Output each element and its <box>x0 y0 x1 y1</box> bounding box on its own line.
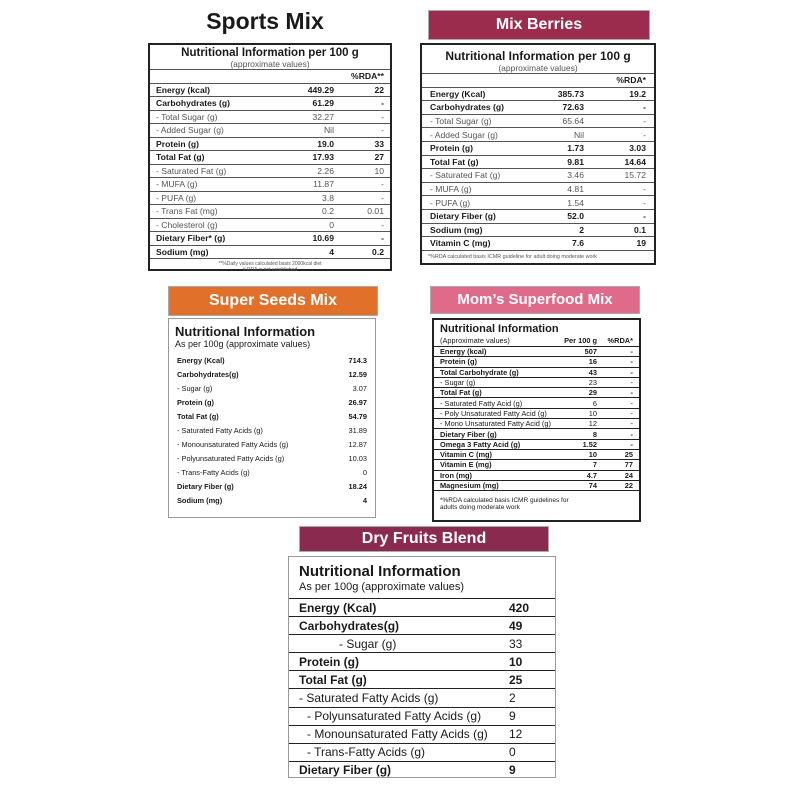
row-label: - MUFA (g) <box>156 179 198 190</box>
mix-berries-col-header-row <box>422 73 654 87</box>
row-label: - Saturated Fatty Acids (g) <box>299 691 439 706</box>
row-value: 12 <box>588 419 597 429</box>
dry-fruits-blend-nutrition-table <box>288 556 556 778</box>
table-row <box>289 598 555 616</box>
row-label: Carbohydrates (g) <box>156 98 231 109</box>
row-value: 4 <box>329 246 334 257</box>
table-row <box>289 670 555 688</box>
table-row <box>150 137 390 151</box>
sports-mix-table-subheader: (approximate values) <box>230 59 310 69</box>
row-rda: 10 <box>374 165 384 176</box>
row-value: 12 <box>509 727 523 742</box>
row-label: Sodium (mg) <box>156 246 209 257</box>
table-row <box>434 459 639 469</box>
table-row <box>150 245 390 259</box>
row-label: - Saturated Fat (g) <box>430 170 501 181</box>
row-label: Protein (g) <box>440 357 477 367</box>
table-row <box>169 465 375 479</box>
moms-superfood-mix-per100-header: Per 100 g <box>564 336 597 345</box>
moms-superfood-mix-rows <box>434 346 639 491</box>
row-value: 10.03 <box>348 453 367 463</box>
table-row <box>422 209 654 223</box>
table-row <box>150 164 390 178</box>
row-label: Dietary Fiber (g) <box>430 211 496 222</box>
moms-superfood-mix-nutrition-table <box>432 318 641 522</box>
dry-fruits-blend-rows <box>289 598 555 779</box>
row-label: Vitamin C (mg) <box>430 238 491 249</box>
table-row <box>150 191 390 205</box>
row-rda: - <box>630 419 633 429</box>
moms-superfood-mix-footnote-1: *%RDA calculated basis ICMR guidelines for <box>440 497 569 505</box>
moms-superfood-mix-table-subheader: (Approximate values) <box>440 336 510 345</box>
row-rda: - <box>381 98 384 109</box>
table-row <box>434 428 639 438</box>
row-label: Iron (mg) <box>440 470 473 480</box>
table-row <box>422 195 654 209</box>
table-row <box>150 218 390 232</box>
row-rda: 0.01 <box>367 206 384 217</box>
table-row <box>422 236 654 250</box>
row-rda: 25 <box>624 450 633 460</box>
row-label: Energy (Kcal) <box>299 600 377 615</box>
row-label: Total Carbohydrate (g) <box>440 367 519 377</box>
row-rda: 0.2 <box>372 246 384 257</box>
row-value: 6 <box>592 398 597 408</box>
super-seeds-mix-rows <box>169 353 375 507</box>
mix-berries-footnote: *%RDA calculated basis ICMR guideline for adult doing moderate work <box>422 250 654 260</box>
row-label: - Polyunsaturated Fatty Acids (g) <box>177 453 285 463</box>
row-label: Carbohydrates(g) <box>177 369 239 379</box>
row-label: - Sugar (g) <box>177 383 213 393</box>
moms-superfood-mix-footnote-2: adults doing moderate work <box>440 504 520 512</box>
row-value: 29 <box>588 388 597 398</box>
row-value: 65.64 <box>562 116 584 127</box>
table-row <box>289 725 555 743</box>
moms-superfood-mix-rda-header: %RDA* <box>607 336 633 345</box>
sports-mix-col-header-row <box>150 69 390 83</box>
sports-mix-rows <box>150 83 390 259</box>
table-row <box>422 100 654 114</box>
row-label: Energy (kcal) <box>440 347 487 357</box>
row-label: - Sugar (g) <box>440 378 476 388</box>
row-label: - Saturated Fatty Acids (g) <box>177 425 263 435</box>
super-seeds-mix-table-subheader: As per 100g (approximate values) <box>175 339 311 349</box>
table-row <box>422 223 654 237</box>
row-value: 61.29 <box>312 98 334 109</box>
row-value: 3.8 <box>322 192 334 203</box>
row-label: Protein (g) <box>430 143 473 154</box>
row-label: - Total Sugar (g) <box>156 111 218 122</box>
row-value: 23 <box>588 378 597 388</box>
mix-berries-rda-header: %RDA* <box>616 75 646 86</box>
row-value: 4 <box>362 495 367 505</box>
table-row <box>422 114 654 128</box>
row-label: Protein (g) <box>156 138 199 149</box>
row-value: 18.24 <box>348 481 367 491</box>
table-row <box>150 123 390 137</box>
table-row <box>289 652 555 670</box>
row-rda: - <box>381 219 384 230</box>
row-value: 1.52 <box>582 439 597 449</box>
row-value: 3.07 <box>352 383 367 393</box>
row-value: 49 <box>509 618 523 633</box>
row-label: - Sugar (g) <box>339 636 397 651</box>
table-row <box>289 688 555 706</box>
row-label: - Mono Unsaturated Fatty Acid (g) <box>440 419 551 429</box>
row-label: - Trans Fat (mg) <box>156 206 218 217</box>
row-value: 9 <box>509 709 516 724</box>
table-row <box>169 367 375 381</box>
row-value: 385.73 <box>557 88 584 99</box>
row-value: 420 <box>509 600 530 615</box>
row-value: 3.46 <box>567 170 584 181</box>
table-row <box>169 381 375 395</box>
row-label: Protein (g) <box>299 654 359 669</box>
row-rda: 22 <box>624 481 633 490</box>
row-value: 43 <box>588 367 597 377</box>
row-rda: 0.1 <box>634 224 646 235</box>
dry-fruits-blend-table-header: Nutritional Information <box>299 563 461 580</box>
table-row <box>422 87 654 101</box>
row-label: - Trans-Fatty Acids (g) <box>177 467 250 477</box>
row-label: Dietary Fiber (g) <box>299 763 392 778</box>
table-row <box>422 155 654 169</box>
row-rda: - <box>630 439 633 449</box>
row-value: 449.29 <box>307 84 334 95</box>
row-rda: - <box>643 129 646 140</box>
table-row <box>422 141 654 155</box>
row-label: - Polyunsaturated Fatty Acids (g) <box>307 709 482 724</box>
row-rda: - <box>630 347 633 357</box>
table-row <box>434 356 639 366</box>
moms-superfood-mix-table-header: Nutritional Information <box>440 323 559 335</box>
row-value: 2 <box>579 224 584 235</box>
mix-berries-rows <box>422 87 654 250</box>
row-value: 12.87 <box>348 439 367 449</box>
row-rda: 24 <box>624 470 633 480</box>
table-row <box>150 110 390 124</box>
table-row <box>422 127 654 141</box>
row-rda: - <box>630 357 633 367</box>
row-label: Total Fat (g) <box>430 156 479 167</box>
table-row <box>169 437 375 451</box>
row-value: Nil <box>573 129 584 140</box>
row-value: 0 <box>362 467 367 477</box>
row-rda: - <box>630 408 633 418</box>
table-row <box>434 480 639 490</box>
table-row <box>169 353 375 367</box>
table-row <box>434 397 639 407</box>
table-row <box>434 387 639 397</box>
row-label: Dietary Fiber (g) <box>177 481 234 491</box>
row-value: 0 <box>329 219 334 230</box>
row-value: 10 <box>588 450 597 460</box>
row-value: 9 <box>509 763 516 778</box>
sports-mix-nutrition-table <box>148 43 392 271</box>
row-value: 4.7 <box>586 470 597 480</box>
row-label: - Total Sugar (g) <box>430 116 492 127</box>
row-rda: 33 <box>374 138 384 149</box>
row-label: Energy (Kcal) <box>430 88 486 99</box>
table-row <box>434 449 639 459</box>
row-label: - Cholesterol (g) <box>156 219 218 230</box>
row-label: Omega 3 Fatty Acid (g) <box>440 439 521 449</box>
row-label: Sodium (mg) <box>430 224 483 235</box>
row-value: 0 <box>509 745 516 760</box>
table-row <box>289 761 555 779</box>
mix-berries-table-subheader: (approximate values) <box>498 63 578 73</box>
row-label: Carbohydrates(g) <box>299 618 400 633</box>
row-value: 4.81 <box>567 184 584 195</box>
table-row <box>150 204 390 218</box>
row-label: - PUFA (g) <box>430 197 471 208</box>
super-seeds-mix-nutrition-table <box>168 318 376 518</box>
row-value: 10.69 <box>312 233 334 244</box>
row-label: Dietary Fiber* (g) <box>156 233 226 244</box>
table-row <box>169 423 375 437</box>
row-rda: - <box>643 116 646 127</box>
table-row <box>434 418 639 428</box>
table-row <box>289 634 555 652</box>
row-label: - Poly Unsaturated Fatty Acid (g) <box>440 408 547 418</box>
row-label: - Saturated Fat (g) <box>156 165 227 176</box>
dry-fruits-blend-table-subheader: As per 100g (approximate values) <box>299 581 465 593</box>
table-row <box>434 470 639 480</box>
row-value: 16 <box>588 357 597 367</box>
row-value: 7 <box>592 460 597 470</box>
super-seeds-mix-banner: Super Seeds Mix <box>168 286 378 316</box>
row-rda: 27 <box>374 152 384 163</box>
row-rda: - <box>643 197 646 208</box>
row-value: 72.63 <box>562 102 584 113</box>
row-rda: - <box>381 111 384 122</box>
table-row <box>422 182 654 196</box>
row-label: Vitamin E (mg) <box>440 460 492 470</box>
row-value: 2.26 <box>317 165 334 176</box>
row-label: Sodium (mg) <box>177 495 223 505</box>
row-rda: - <box>630 388 633 398</box>
row-label: - Added Sugar (g) <box>430 129 498 140</box>
row-value: 33 <box>509 636 523 651</box>
row-value: 74 <box>588 481 597 490</box>
row-label: - PUFA (g) <box>156 192 197 203</box>
row-value: 54.79 <box>348 411 367 421</box>
row-value: 1.73 <box>567 143 584 154</box>
row-value: 1.54 <box>567 197 584 208</box>
row-value: 32.27 <box>312 111 334 122</box>
table-row <box>169 451 375 465</box>
row-rda: - <box>381 179 384 190</box>
table-row <box>150 231 390 245</box>
row-label: Total Fat (g) <box>177 411 219 421</box>
table-row <box>169 493 375 507</box>
row-value: 11.87 <box>313 179 334 190</box>
row-rda: - <box>643 184 646 195</box>
row-value: 8 <box>592 429 597 439</box>
sports-mix-title: Sports Mix <box>206 8 324 34</box>
table-row <box>169 479 375 493</box>
mix-berries-nutrition-table <box>420 43 656 265</box>
row-rda: - <box>630 398 633 408</box>
super-seeds-mix-table-header: Nutritional Information <box>175 324 316 339</box>
row-value: 714.3 <box>348 355 367 365</box>
row-rda: - <box>643 211 646 222</box>
row-label: Vitamin C (mg) <box>440 450 493 460</box>
table-row <box>434 439 639 449</box>
row-rda: - <box>630 378 633 388</box>
table-row <box>169 395 375 409</box>
row-value: 25 <box>509 672 523 687</box>
row-label: - Trans-Fatty Acids (g) <box>307 745 426 760</box>
sports-mix-footnote-1: **%Daily values calculated basis 2000kcal diet <box>150 258 390 267</box>
table-row <box>150 177 390 191</box>
sports-mix-footnote-2: # RDA is not established <box>242 267 298 273</box>
row-label: Carbohydrates (g) <box>430 102 505 113</box>
row-label: Dietary Fiber (g) <box>440 429 497 439</box>
sports-mix-rda-header: %RDA** <box>351 71 384 82</box>
row-label: Energy (kcal) <box>156 84 210 95</box>
row-label: Total Fat (g) <box>440 388 482 398</box>
row-rda: - <box>630 429 633 439</box>
table-row <box>434 346 639 356</box>
row-rda: - <box>643 102 646 113</box>
row-value: 26.97 <box>348 397 367 407</box>
row-rda: 3.03 <box>629 143 646 154</box>
row-label: - Monounsaturated Fatty Acids (g) <box>307 727 488 742</box>
row-label: Total Fat (g) <box>156 152 205 163</box>
sports-mix-table-header: Nutritional Information per 100 g <box>181 47 359 59</box>
table-row <box>289 707 555 725</box>
row-value: 7.6 <box>572 238 584 249</box>
dry-fruits-blend-banner: Dry Fruits Blend <box>299 526 549 552</box>
row-rda: - <box>381 125 384 136</box>
mix-berries-table-header: Nutritional Information per 100 g <box>445 49 631 63</box>
row-value: 12.59 <box>348 369 367 379</box>
row-value: 31.89 <box>348 425 367 435</box>
row-value: 10 <box>588 408 597 418</box>
table-row <box>150 150 390 164</box>
row-label: Protein (g) <box>177 397 214 407</box>
row-rda: 19.2 <box>629 88 646 99</box>
row-rda: - <box>381 192 384 203</box>
table-row <box>422 168 654 182</box>
row-value: 52.0 <box>567 211 584 222</box>
mix-berries-banner: Mix Berries <box>428 10 650 40</box>
table-row <box>150 96 390 110</box>
table-row <box>434 377 639 387</box>
row-value: 10 <box>509 654 523 669</box>
moms-superfood-mix-banner: Mom’s Superfood Mix <box>430 286 640 314</box>
row-label: - Monounsaturated Fatty Acids (g) <box>177 439 289 449</box>
row-value: 507 <box>584 347 597 357</box>
row-rda: 14.64 <box>624 156 646 167</box>
row-rda: 22 <box>374 84 384 95</box>
row-rda: 19 <box>636 238 646 249</box>
row-value: Nil <box>323 125 334 136</box>
row-label: - MUFA (g) <box>430 184 472 195</box>
table-row <box>289 616 555 634</box>
moms-superfood-mix-col-header-row <box>434 335 639 346</box>
table-row <box>289 743 555 761</box>
table-row <box>434 408 639 418</box>
row-label: Total Fat (g) <box>299 672 367 687</box>
row-rda: 15.72 <box>624 170 646 181</box>
row-rda: 77 <box>624 460 633 470</box>
row-label: - Saturated Fatty Acid (g) <box>440 398 523 408</box>
row-value: 9.81 <box>567 156 584 167</box>
row-rda: - <box>381 233 384 244</box>
row-label: Magnesium (mg) <box>440 481 499 490</box>
row-value: 17.93 <box>312 152 334 163</box>
row-value: 0.2 <box>322 206 334 217</box>
table-row <box>434 367 639 377</box>
row-label: - Added Sugar (g) <box>156 125 224 136</box>
row-value: 2 <box>509 691 516 706</box>
table-row <box>169 409 375 423</box>
row-value: 19.0 <box>317 138 334 149</box>
table-row <box>150 83 390 97</box>
row-rda: - <box>630 367 633 377</box>
row-label: Energy (Kcal) <box>177 355 225 365</box>
